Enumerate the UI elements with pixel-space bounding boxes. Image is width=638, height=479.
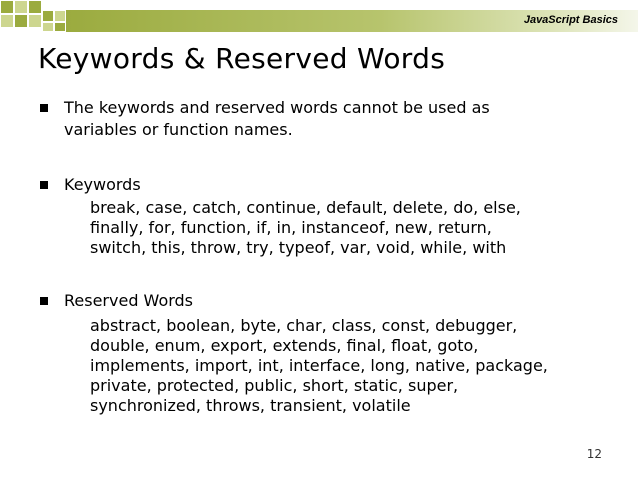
decorative-square bbox=[54, 10, 66, 22]
bullet-line: The keywords and reserved words cannot be used as bbox=[64, 98, 490, 117]
decorative-square bbox=[28, 0, 42, 14]
reserved-word-line: implements, import, int, interface, long, native, package, bbox=[90, 356, 548, 375]
slide-title: Keywords & Reserved Words bbox=[38, 42, 446, 75]
bullet-square-icon bbox=[40, 181, 48, 189]
bullet-line: variables or function names. bbox=[64, 120, 293, 139]
keyword-line: break, case, catch, continue, default, delete, do, else, bbox=[90, 198, 521, 217]
bullet-line: Keywords bbox=[64, 175, 141, 194]
reserved-word-line: private, protected, public, short, static, super, bbox=[90, 376, 459, 395]
keyword-line: switch, this, throw, try, typeof, var, void, while, with bbox=[90, 238, 507, 257]
bullet-text bbox=[64, 97, 490, 141]
decorative-square bbox=[28, 14, 42, 28]
keywords-list bbox=[90, 198, 521, 258]
decorative-square bbox=[42, 22, 54, 32]
reserved-word-line: synchronized, throws, transient, volatile bbox=[90, 396, 411, 415]
reserved-words-list bbox=[90, 316, 548, 416]
bullet-square-icon bbox=[40, 297, 48, 305]
decorative-square bbox=[0, 0, 14, 14]
bullet-text bbox=[64, 290, 193, 312]
decorative-square bbox=[54, 22, 66, 32]
header-label: JavaScript Basics bbox=[523, 14, 618, 26]
page-number: 12 bbox=[586, 447, 602, 461]
reserved-word-line: abstract, boolean, byte, char, class, const, debugger, bbox=[90, 316, 518, 335]
keyword-line: finally, for, function, if, in, instanceof, new, return, bbox=[90, 218, 492, 237]
reserved-word-line: double, enum, export, extends, final, float, goto, bbox=[90, 336, 479, 355]
slide-header bbox=[0, 0, 638, 40]
decorative-square bbox=[0, 14, 14, 28]
decorative-square bbox=[14, 0, 28, 14]
decorative-square bbox=[14, 14, 28, 28]
bullet-line: Reserved Words bbox=[64, 291, 194, 310]
bullet-square-icon bbox=[40, 104, 48, 112]
bullet-text bbox=[64, 174, 141, 196]
decorative-square bbox=[42, 10, 54, 22]
